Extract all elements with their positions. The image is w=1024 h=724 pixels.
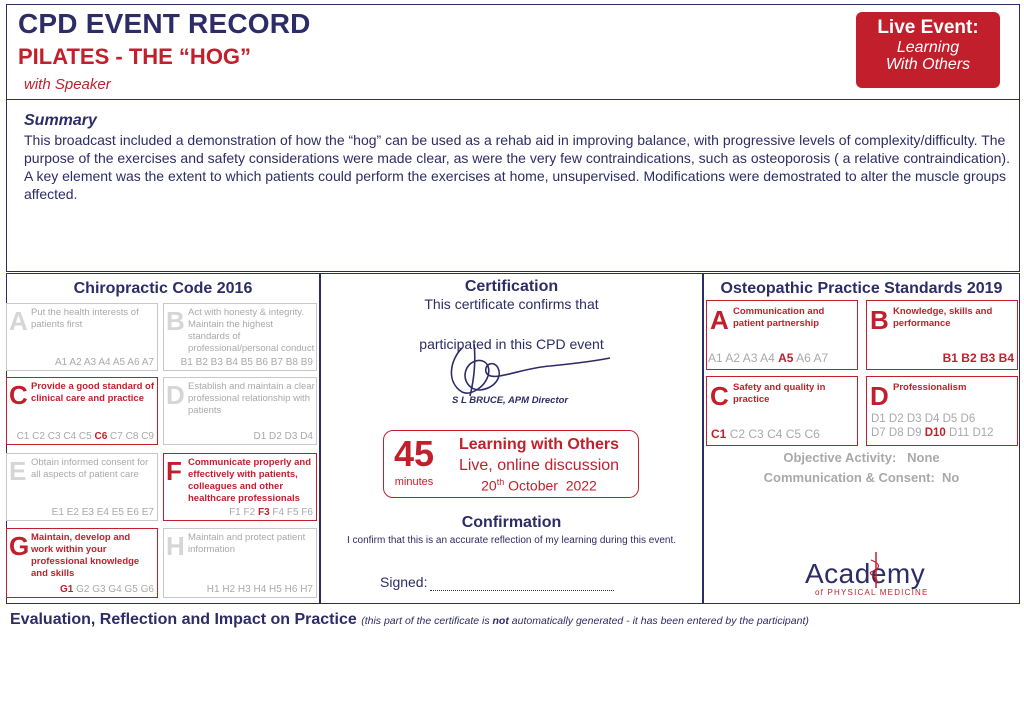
chiropractic-heading: Chiropractic Code 2016 <box>73 280 253 297</box>
code-b6: B6 <box>255 357 268 368</box>
code-f2: F2 <box>243 507 256 518</box>
chiro-desc: Establish and maintain a clear professional relationship with patients <box>188 381 315 416</box>
code-c7: C7 <box>110 431 123 442</box>
chiro-letter: H <box>166 531 185 561</box>
chiro-desc: Maintain, develop and work within your professional knowledge and skills <box>31 532 140 579</box>
chiro-box-d <box>163 377 317 445</box>
badge-line-2: Learning <box>896 39 960 56</box>
event-date-rest: October 2022 <box>504 477 597 494</box>
academy-logo-wordmark: Academy <box>805 558 926 589</box>
code-a7: A7 <box>813 351 829 365</box>
code-g1: G1 <box>60 584 74 595</box>
director-name: S L BRUCE, APM Director <box>452 395 569 406</box>
chiro-desc: Communicate properly and effectively with patients, colleagues and other healthcare professionals <box>188 457 311 504</box>
code-e6: E6 <box>126 507 139 518</box>
code-g5: G5 <box>124 584 138 595</box>
chiro-codes <box>17 431 154 442</box>
chiro-letter: F <box>166 456 182 486</box>
code-h4: H4 <box>253 584 267 595</box>
code-a2: A2 <box>69 357 82 368</box>
code-b3: B3 <box>210 357 223 368</box>
code-c3: C3 <box>748 427 764 441</box>
osteo-desc: Safety and quality in practice <box>733 382 826 405</box>
code-c6: C6 <box>804 427 820 441</box>
chiro-letter: D <box>166 380 185 410</box>
osteo-letter: C <box>710 381 729 411</box>
chiro-letter: G <box>9 531 30 561</box>
code-e4: E4 <box>96 507 109 518</box>
caduceus-icon <box>868 550 884 590</box>
code-a6: A6 <box>127 357 140 368</box>
code-b4: B4 <box>225 357 238 368</box>
osteo-codes-d-row1 <box>871 413 975 425</box>
chiro-box-g <box>6 528 158 598</box>
code-f4: F4 <box>272 507 285 518</box>
code-b2: B2 <box>195 357 208 368</box>
code-a5: A5 <box>112 357 126 368</box>
confirmation-text: I confirm that this is an accurate reflection of my learning during this event. <box>346 535 677 546</box>
chiro-codes <box>229 507 313 518</box>
event-date-suffix: th <box>496 477 505 487</box>
code-c6: C6 <box>94 431 108 442</box>
chiro-codes <box>207 584 313 595</box>
code-a3: A3 <box>742 351 758 365</box>
code-c2: C2 <box>729 427 746 441</box>
code-b2: B2 <box>961 351 977 365</box>
osteo-desc: Communication and patient partnership <box>733 306 825 329</box>
code-b5: B5 <box>240 357 253 368</box>
code-f5: F5 <box>286 507 299 518</box>
chiro-desc: Provide a good standard of clinical care and practice <box>31 381 154 404</box>
code-d10: D10 <box>924 427 946 439</box>
code-b9: B9 <box>300 357 313 368</box>
duration-minutes-value: 45 <box>393 433 435 474</box>
objective-activity: Objective Activity: None <box>783 450 940 465</box>
code-h7: H7 <box>300 584 313 595</box>
code-b3: B3 <box>979 351 996 365</box>
code-h3: H3 <box>237 584 251 595</box>
code-d1: D1 <box>253 431 267 442</box>
osteo-letter: A <box>710 305 729 335</box>
code-d6: D6 <box>960 413 976 425</box>
code-a7: A7 <box>141 357 154 368</box>
code-h1: H1 <box>206 584 220 595</box>
code-g4: G4 <box>108 584 122 595</box>
code-e2: E2 <box>66 507 79 518</box>
osteo-codes-c <box>711 427 820 441</box>
osteo-box-b <box>866 300 1018 370</box>
code-d11: D11 <box>949 427 970 439</box>
director-signature-graphic <box>440 340 620 398</box>
code-d8: D8 <box>888 427 904 439</box>
chiro-letter: B <box>166 306 185 336</box>
chiro-letter: A <box>9 306 28 336</box>
duration-minutes-label: minutes <box>394 476 434 488</box>
code-c2: C2 <box>32 431 45 442</box>
code-d7: D7 <box>871 427 886 439</box>
code-a3: A3 <box>83 357 97 368</box>
osteo-letter: B <box>870 305 889 335</box>
code-e3: E3 <box>81 507 94 518</box>
academy-logo-subtitle: of PHYSICAL MEDICINE <box>815 588 929 597</box>
code-e5: E5 <box>111 507 124 518</box>
chiro-letter: C <box>9 380 28 410</box>
code-d4: D4 <box>300 431 313 442</box>
chiro-box-a <box>6 303 158 371</box>
osteo-box-c <box>706 376 858 446</box>
code-d2: D2 <box>269 431 282 442</box>
chiro-codes <box>60 584 154 595</box>
code-d1: D1 <box>871 413 886 425</box>
chiro-letter: E <box>9 456 27 486</box>
signed-label: Signed: <box>380 574 428 590</box>
code-b7: B7 <box>270 357 283 368</box>
chiro-box-c <box>6 377 158 445</box>
osteo-letter: D <box>870 381 889 411</box>
code-d12: D12 <box>972 427 994 439</box>
chiro-box-h <box>163 528 317 598</box>
osteo-box-d <box>866 376 1018 446</box>
evaluation-section <box>10 611 809 629</box>
live-event-badge <box>856 12 1000 88</box>
code-c4: C4 <box>767 427 783 441</box>
chiro-box-b <box>163 303 317 371</box>
communication-consent: Communication & Consent: No <box>763 470 960 485</box>
code-d5: D5 <box>942 413 958 425</box>
code-a6: A6 <box>796 351 811 365</box>
code-h5: H5 <box>269 584 282 595</box>
code-d2: D2 <box>888 413 904 425</box>
summary-text: This broadcast included a demonstration of how the “hog” can be used as a rehab aid in improving balance, with progressive levels of complexity/difficulty. The purpose of the exercises and safety considerations were made clear, as were the very few contraindications, such as osteoporosis ( a relative contraindication). A key element was the extent to which patients could perform the exercises at home, unsupervised. Modifications were demostrated to alter the muscle groups affected. <box>24 132 1010 202</box>
code-b1: B1 <box>180 357 193 368</box>
event-date <box>446 477 632 494</box>
code-c3: C3 <box>47 431 61 442</box>
code-c5: C5 <box>785 427 802 441</box>
osteo-desc: Professionalism <box>893 382 967 393</box>
code-d9: D9 <box>906 427 922 439</box>
code-f3: F3 <box>257 507 270 518</box>
osteo-codes-d-row2 <box>871 427 994 439</box>
code-e7: E7 <box>141 507 154 518</box>
certification-confirms: This certificate confirms that <box>424 296 599 312</box>
code-d3: D3 <box>906 413 922 425</box>
chiro-box-f <box>163 453 317 521</box>
osteopathic-heading: Osteopathic Practice Standards 2019 <box>720 280 1003 297</box>
osteo-codes-b <box>943 351 1014 365</box>
code-a1: A1 <box>54 357 68 368</box>
code-c5: C5 <box>78 431 92 442</box>
event-subtitle: PILATES - THE “HOG” <box>18 44 252 69</box>
code-g6: G6 <box>140 584 154 595</box>
code-d4: D4 <box>924 413 940 425</box>
event-date-day: 20 <box>481 477 497 494</box>
osteo-desc: Knowledge, skills and performance <box>893 306 993 329</box>
chiro-codes <box>181 357 313 368</box>
chiro-box-e <box>6 453 158 521</box>
evaluation-heading: Evaluation, Reflection and Impact on Practice <box>10 611 357 628</box>
code-c8: C8 <box>125 431 139 442</box>
event-format: Live, online discussion <box>458 457 620 474</box>
code-g3: G3 <box>92 584 106 595</box>
code-a1: A1 <box>708 351 723 365</box>
badge-line-1: Live Event: <box>877 17 979 38</box>
evaluation-note-emph: not <box>492 615 509 627</box>
code-c1: C1 <box>16 431 30 442</box>
confirmation-heading: Confirmation <box>461 514 562 531</box>
evaluation-note-after: automatically generated - it has been entered by the participant) <box>508 615 809 627</box>
participated-text: participated in this CPD event <box>419 336 604 352</box>
summary-heading: Summary <box>24 112 97 129</box>
page-title: CPD EVENT RECORD <box>18 8 311 39</box>
badge-line-3: With Others <box>885 56 971 73</box>
code-b4: B4 <box>998 351 1014 365</box>
code-a5: A5 <box>778 351 794 365</box>
code-e1: E1 <box>51 507 64 518</box>
code-c1: C1 <box>711 427 727 441</box>
chiro-desc: Maintain and protect patient information <box>188 532 306 555</box>
code-c9: C9 <box>141 431 154 442</box>
code-g2: G2 <box>76 584 90 595</box>
chiro-codes <box>55 357 154 368</box>
evaluation-note <box>361 615 809 627</box>
chiro-desc: Obtain informed consent for all aspects of patient care <box>31 457 149 480</box>
code-d3: D3 <box>284 431 298 442</box>
chiro-desc: Act with honesty & integrity. Maintain the highest standards of professional/personal conduct <box>188 307 315 354</box>
code-f1: F1 <box>229 507 241 518</box>
code-b8: B8 <box>285 357 298 368</box>
speaker-note: with Speaker <box>24 76 111 93</box>
code-b1: B1 <box>942 351 958 365</box>
code-h6: H6 <box>284 584 298 595</box>
code-f6: F6 <box>301 507 313 518</box>
code-c4: C4 <box>63 431 77 442</box>
event-title: Learning with Others <box>458 436 619 453</box>
certification-heading: Certification <box>464 278 559 295</box>
osteo-codes-a <box>708 351 858 365</box>
code-a4: A4 <box>98 357 111 368</box>
signature-line[interactable] <box>430 590 614 591</box>
code-a2: A2 <box>725 351 741 365</box>
code-h2: H2 <box>222 584 236 595</box>
chiro-codes <box>253 431 313 442</box>
chiro-codes <box>52 507 154 518</box>
code-a4: A4 <box>760 351 775 365</box>
evaluation-note-before: (this part of the certificate is <box>361 615 493 627</box>
chiro-desc: Put the health interests of patients first <box>31 307 139 330</box>
